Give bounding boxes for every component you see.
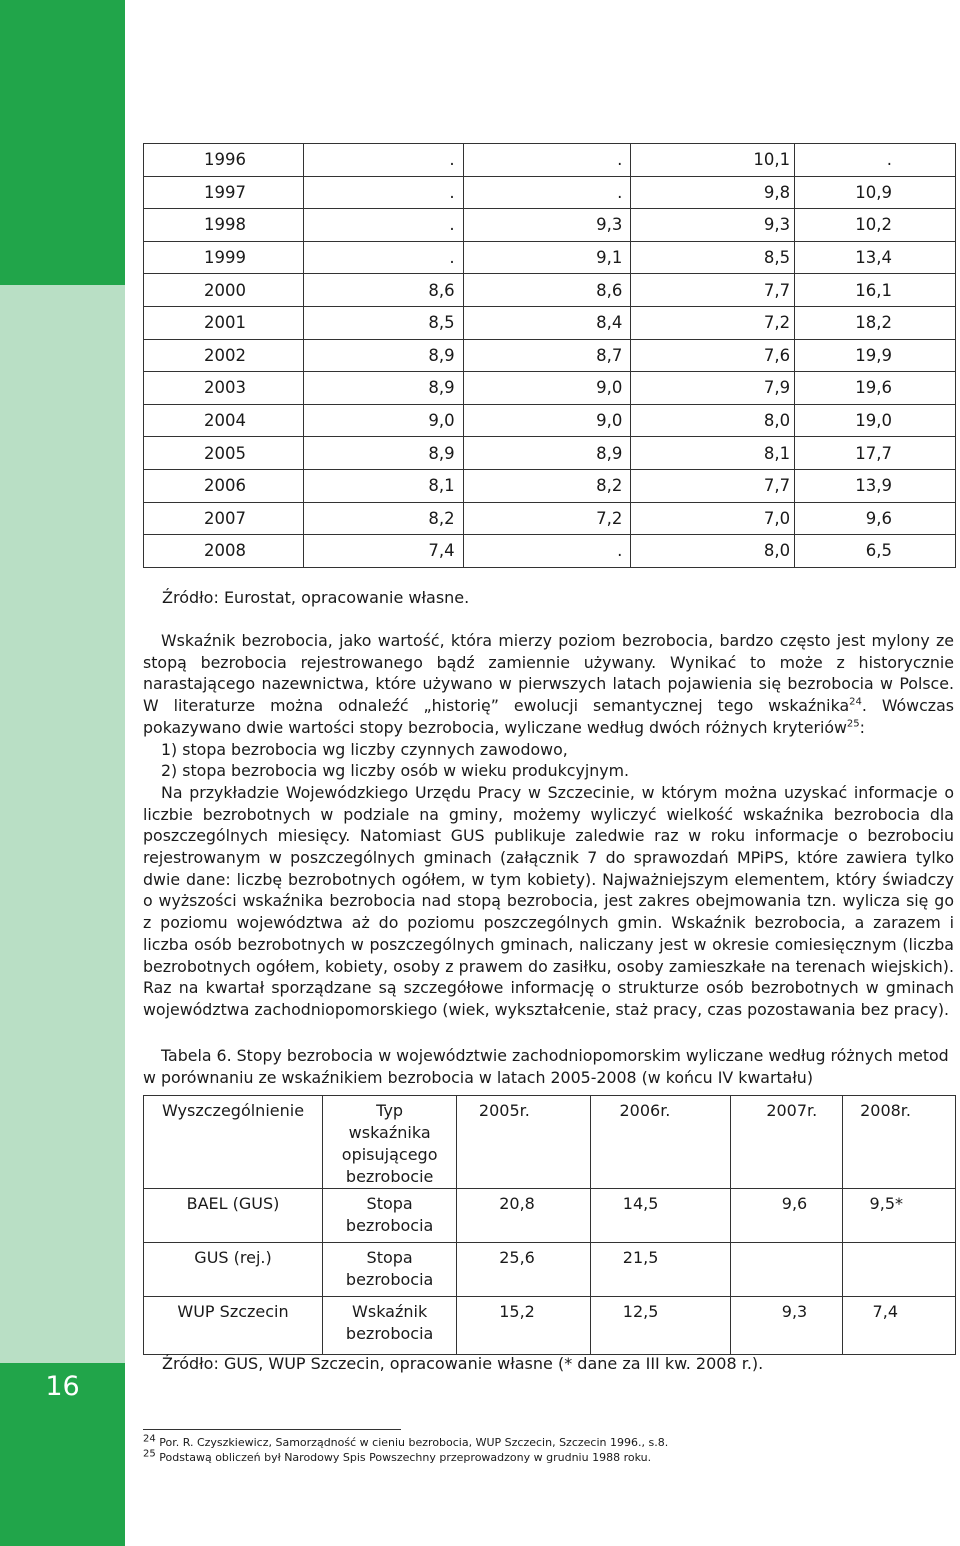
table-cell [731, 1243, 843, 1297]
table-row [144, 176, 956, 209]
table-cell [843, 1243, 956, 1297]
table-cell: GUS (rej.) [144, 1243, 323, 1297]
table-cell: 8,0 [631, 535, 795, 568]
table-cell: 8,6 [303, 274, 463, 307]
table-cell: 9,3 [631, 209, 795, 242]
table-cell: 19,0 [795, 404, 956, 437]
unemployment-table [143, 143, 956, 568]
column-header: 2008r. [843, 1096, 956, 1189]
table-cell: 6,5 [795, 535, 956, 568]
table-row [144, 1297, 956, 1355]
footnote-ref[interactable]: 24 [849, 696, 862, 708]
column-header: 2006r. [590, 1096, 731, 1189]
table-cell: 1997 [144, 176, 304, 209]
caption-text: Tabela 6. Stopy bezrobocia w województwie zachodniopomorskim wyliczane według różnych metod w porównaniu ze wskaźnikiem bezrobocia w latach 2005-2008 (w końcu IV kwartału) [143, 1046, 949, 1087]
column-header: Wyszczególnienie [144, 1096, 323, 1189]
table-cell: . [303, 241, 463, 274]
table-cell: 7,0 [631, 502, 795, 535]
table-cell: 2002 [144, 339, 304, 372]
table-cell: Stopa bezrobocia [323, 1243, 457, 1297]
table-cell: 7,7 [631, 469, 795, 502]
table-source-note: Źródło: Eurostat, opracowanie własne. [162, 588, 470, 607]
table-row [144, 144, 956, 177]
comparison-table [143, 1095, 956, 1355]
table-row [144, 372, 956, 405]
table-cell: 2004 [144, 404, 304, 437]
paragraph-text: . Wówczas pokazywano dwie wartości stopy bezrobocia, wyliczane według dwóch różnych kryteriów [143, 696, 954, 737]
table-cell: 8,1 [631, 437, 795, 470]
footnote-separator [143, 1429, 401, 1430]
table-cell: 8,6 [463, 274, 631, 307]
table-cell: 8,9 [463, 437, 631, 470]
table-row [144, 502, 956, 535]
page-number: 16 [45, 1371, 80, 1402]
table-cell: 8,2 [463, 469, 631, 502]
table-row [144, 241, 956, 274]
table-cell: . [463, 144, 631, 177]
table-cell: 20,8 [457, 1189, 591, 1243]
table-row [144, 1243, 956, 1297]
table-cell: 10,2 [795, 209, 956, 242]
table-cell: 9,1 [463, 241, 631, 274]
table-cell: 8,0 [631, 404, 795, 437]
table-cell: . [463, 176, 631, 209]
body-text [143, 630, 954, 1021]
table-cell: 2008 [144, 535, 304, 568]
table-caption [143, 1045, 954, 1089]
table-cell: 9,6 [731, 1189, 843, 1243]
table-row [144, 209, 956, 242]
table-cell: Wskaźnik bezrobocia [323, 1297, 457, 1355]
table-row [144, 404, 956, 437]
table-cell: 8,9 [303, 437, 463, 470]
table-cell: 16,1 [795, 274, 956, 307]
table-cell: 19,9 [795, 339, 956, 372]
column-header: 2007r. [731, 1096, 843, 1189]
table-cell: 9,0 [463, 372, 631, 405]
table-cell: . [795, 144, 956, 177]
column-header: 2005r. [457, 1096, 591, 1189]
table-cell: 2003 [144, 372, 304, 405]
table-cell: 8,5 [631, 241, 795, 274]
table-cell: 8,9 [303, 339, 463, 372]
table-row [144, 339, 956, 372]
table-row [144, 274, 956, 307]
table-row [144, 469, 956, 502]
table-cell: 9,3 [731, 1297, 843, 1355]
table-cell: 1999 [144, 241, 304, 274]
table-cell: 8,1 [303, 469, 463, 502]
list-item: 2) stopa bezrobocia wg liczby osób w wieku produkcyjnym. [161, 761, 629, 781]
table-row [144, 1189, 956, 1243]
side-band-top [0, 0, 125, 285]
table-cell: 7,2 [463, 502, 631, 535]
paragraph-text: Wskaźnik bezrobocia, jako wartość, która mierzy poziom bezrobocia, bardzo często jest mylony ze stopą bezrobocia rejestrowanego bądź zamiennie używany. Wynikać to może z historycznie narastającego nazewnictwa, które używano w pierwszych latach pojawienia się bezrobocia w Polsce. W literaturze można odnaleźć „historię” ewolucji semantycznej tego wskaźnika [143, 631, 954, 716]
table-cell: 12,5 [590, 1297, 731, 1355]
footnote-text: Podstawą obliczeń był Narodowy Spis Powszechny przeprowadzony w grudniu 1988 roku. [159, 1450, 652, 1464]
list-item: 1) stopa bezrobocia wg liczby czynnych zawodowo, [161, 739, 568, 759]
table-cell: 9,3 [463, 209, 631, 242]
table-cell: 2000 [144, 274, 304, 307]
paragraph-text: : [859, 717, 865, 737]
table-cell: BAEL (GUS) [144, 1189, 323, 1243]
table-cell: 13,9 [795, 469, 956, 502]
table-row [144, 437, 956, 470]
table-cell: 19,6 [795, 372, 956, 405]
paragraph [143, 630, 954, 739]
table-cell: 9,5* [843, 1189, 956, 1243]
footnote-number: 25 [143, 1447, 156, 1459]
paragraph: Na przykładzie Wojewódzkiego Urzędu Pracy w Szczecinie, w którym można uzyskać informacje o liczbie bezrobotnych w podziale na gminy, możemy wyliczyć wielkość wskaźnika bezrobocia dla poszczególnych miesięcy. Natomiast GUS publikuje zaledwie raz w roku informacje o bezrobociu rejestrowanym w poszczególnych gminach (załącznik 7 do sprawozdań MPiPS, które zawiera tylko dwie dane: liczbę bezrobotnych ogółem, w tym kobiety). Najważniejszym elementem, który świadczy o wyższości wskaźnika bezrobocia nad stopą bezrobocia, jest zakres obejmowania tzn. wylicza się go z poziomu województwa aż do poziomu poszczególnych gmin. Wskaźnik bezrobocia, a zarazem i liczba osób bezrobotnych w poszczególnych gminach, naliczany jest w okresie comiesięcznym (liczba bezrobotnych ogółem, kobiety, osoby z prawem do zasiłku, osoby zamieszkałe na terenach wiejskich). Raz na kwartał sporządzane są szczegółowe informację o strukturze osób bezrobotnych w gminach województwa zachodniopomorskiego (wiek, wykształcenie, staż pracy, czas pozostawania bez pracy). [143, 782, 954, 1019]
table-cell: 2006 [144, 469, 304, 502]
table-cell: 25,6 [457, 1243, 591, 1297]
table-cell: 9,8 [631, 176, 795, 209]
footnote-ref[interactable]: 25 [846, 718, 860, 730]
table-cell: 2005 [144, 437, 304, 470]
table-cell: 7,4 [843, 1297, 956, 1355]
table-cell: 9,0 [303, 404, 463, 437]
table-cell: 18,2 [795, 306, 956, 339]
table-cell: 9,0 [463, 404, 631, 437]
table-cell: 14,5 [590, 1189, 731, 1243]
table-cell: 7,2 [631, 306, 795, 339]
table-cell: 21,5 [590, 1243, 731, 1297]
table-cell: 7,6 [631, 339, 795, 372]
footnotes [143, 1433, 669, 1465]
table-cell: 7,7 [631, 274, 795, 307]
table-cell: Stopa bezrobocia [323, 1189, 457, 1243]
table-cell: WUP Szczecin [144, 1297, 323, 1355]
table-cell: 2001 [144, 306, 304, 339]
table-cell: . [303, 144, 463, 177]
table-cell: . [303, 176, 463, 209]
footnote-number: 24 [143, 1433, 156, 1445]
footnote [143, 1433, 669, 1451]
table-cell: 8,9 [303, 372, 463, 405]
footnote-text: Por. R. Czyszkiewicz, Samorządność w cieniu bezrobocia, WUP Szczecin, Szczecin 1996., s.8. [159, 1436, 669, 1449]
table-row [144, 535, 956, 568]
table-cell: 1996 [144, 144, 304, 177]
table-cell: 7,9 [631, 372, 795, 405]
table-cell: 10,9 [795, 176, 956, 209]
table-cell: . [303, 209, 463, 242]
table-cell: 8,5 [303, 306, 463, 339]
table-cell: 2007 [144, 502, 304, 535]
table-cell: 8,4 [463, 306, 631, 339]
table-row [144, 306, 956, 339]
table-cell: 1998 [144, 209, 304, 242]
table-cell: 7,4 [303, 535, 463, 568]
table-source-note: Źródło: GUS, WUP Szczecin, opracowanie własne (* dane za III kw. 2008 r.). [162, 1354, 764, 1373]
table-header-row [144, 1096, 956, 1189]
table-cell: 8,7 [463, 339, 631, 372]
table-cell: 17,7 [795, 437, 956, 470]
column-header: Typ wskaźnika opisującego bezrobocie [323, 1096, 457, 1189]
table-cell: 9,6 [795, 502, 956, 535]
side-band-middle [0, 285, 125, 1363]
table-cell: . [463, 535, 631, 568]
table-cell: 13,4 [795, 241, 956, 274]
table-cell: 15,2 [457, 1297, 591, 1355]
table-cell: 8,2 [303, 502, 463, 535]
footnote [143, 1447, 668, 1466]
table-cell: 10,1 [631, 144, 795, 177]
